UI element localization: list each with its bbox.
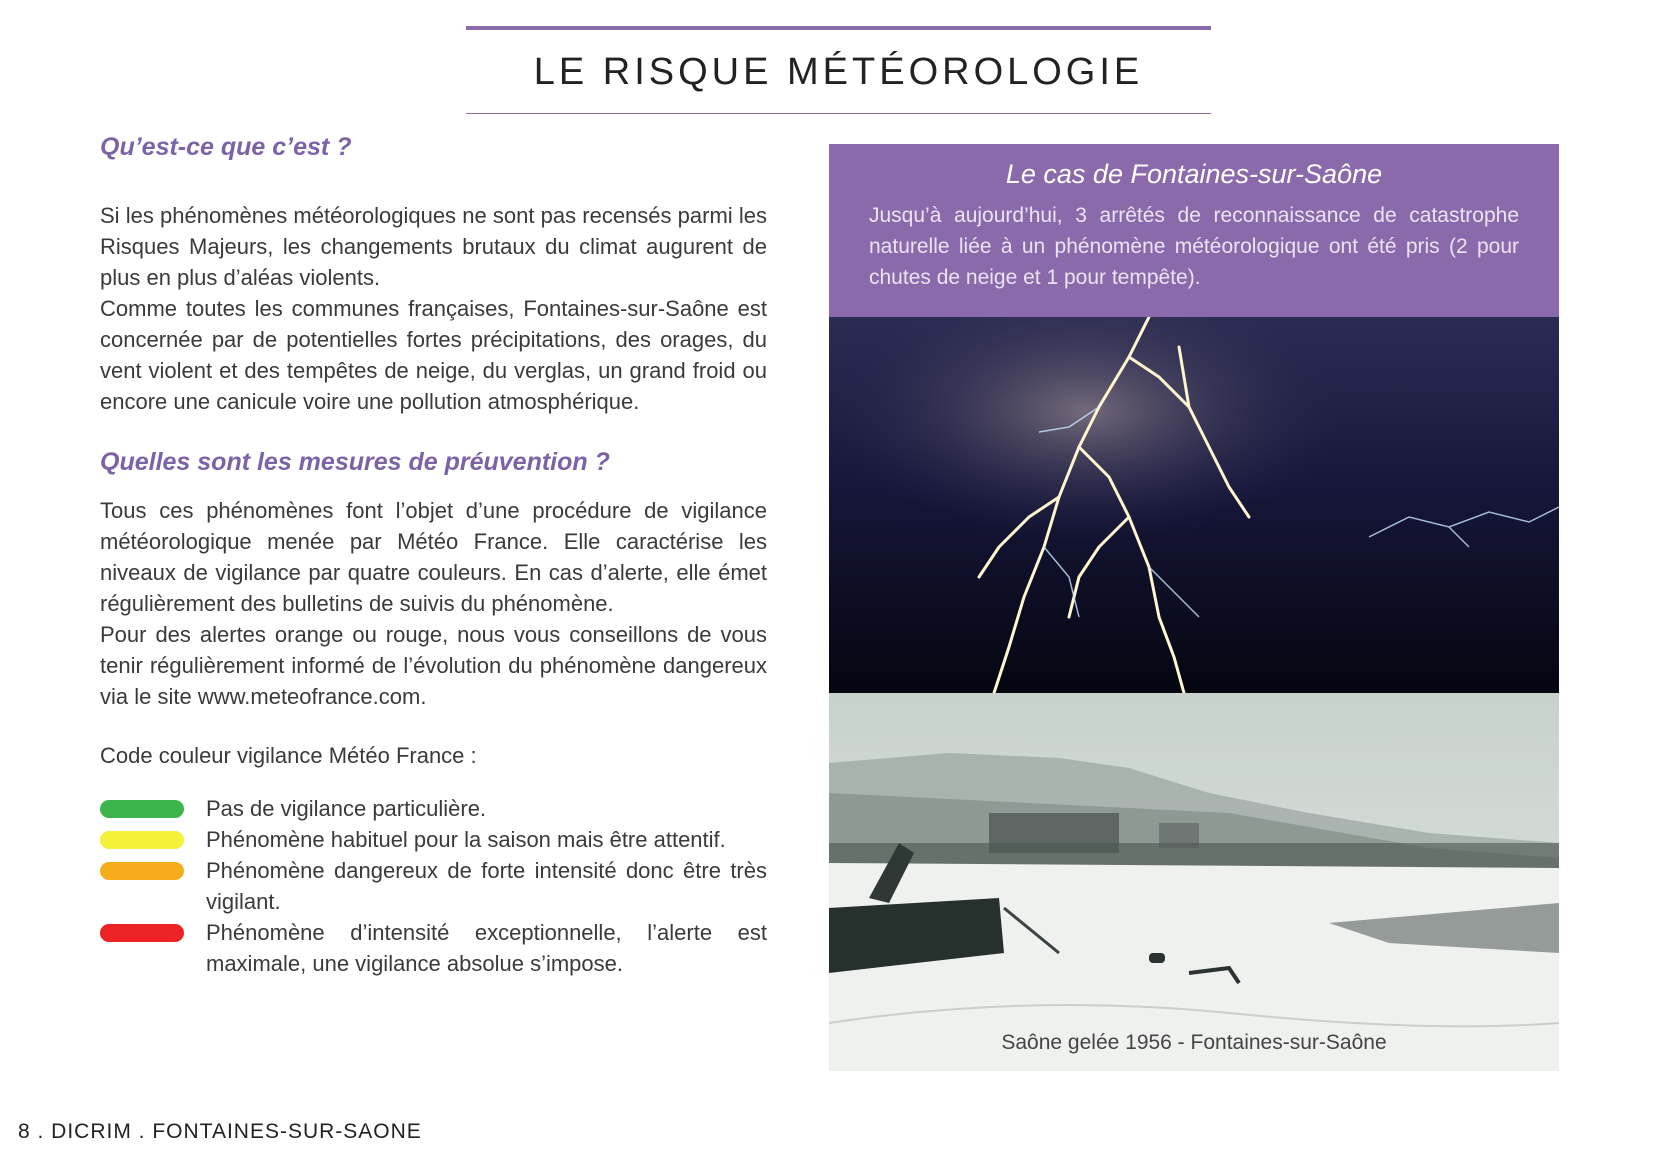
- photo-caption: Saône gelée 1956 - Fontaines-sur-Saône: [1001, 1031, 1387, 1054]
- legend-text: Pas de vigilance particulière.: [206, 796, 487, 821]
- orange-swatch: [100, 862, 184, 880]
- page-title: LE RISQUE MÉTÉOROLOGIE: [533, 51, 1144, 93]
- header-rule-bottom: [466, 113, 1211, 114]
- yellow-swatch: [100, 831, 184, 849]
- frozen-saone-photo: [829, 693, 1559, 1071]
- legend-text: Phénomène dangereux de forte intensité donc être très vigilant.: [206, 858, 767, 914]
- legend-item-green: [100, 793, 767, 824]
- legend-item-red: [100, 917, 767, 979]
- section-heading-prevention: Quelles sont les mesures de préuvention ?: [100, 448, 610, 476]
- case-title: Le cas de Fontaines-sur-Saône: [1005, 159, 1383, 189]
- case-text: Jusqu’à aujourd’hui, 3 arrêtés de reconnaissance de catastrophe naturelle liée à un phénomène météorologique ont été pris (2 pour chutes de neige et 1 pour tempête).: [869, 204, 1519, 289]
- section-heading-what: Qu’est-ce que c’est ?: [100, 133, 352, 161]
- case-box: [829, 144, 1559, 317]
- lightning-photo: [829, 317, 1559, 693]
- paragraph: Tous ces phénomènes font l’objet d’une procédure de vigilance météorologique menée par Météo France. Elle caractérise les niveaux de vigilance par quatre couleurs. En cas d’alerte, elle émet régulièrement des bulletins de suivis du phénomène.: [100, 498, 767, 616]
- paragraph: Si les phénomènes météorologiques ne sont pas recensés parmi les Risques Majeurs, les changements brutaux du climat augurent de plus en plus d’aléas violents.: [100, 203, 767, 290]
- paragraph: Comme toutes les communes françaises, Fontaines-sur-Saône est concernée par de potentielles fortes précipitations, des orages, du vent violent et des tempêtes de neige, du verglas, un grand froid ou encore une canicule voire une pollution atmosphérique.: [100, 296, 767, 414]
- legend-text: Phénomène d’intensité exceptionnelle, l’alerte est maximale, une vigilance absolue s’impose.: [206, 920, 767, 976]
- legend-text: Phénomène habituel pour la saison mais être attentif.: [206, 827, 726, 852]
- legend-item-yellow: [100, 824, 767, 855]
- legend-title: Code couleur vigilance Météo France :: [100, 743, 477, 768]
- red-swatch: [100, 924, 184, 942]
- left-column: [100, 130, 767, 979]
- page-footer: 8 . DICRIM . FONTAINES-SUR-SAONE: [18, 1120, 422, 1143]
- green-swatch: [100, 800, 184, 818]
- header-rule-top: [466, 26, 1211, 30]
- vigilance-legend: [100, 793, 767, 979]
- legend-item-orange: [100, 855, 767, 917]
- paragraph: Pour des alertes orange ou rouge, nous vous conseillons de vous tenir régulièrement informé de l’évolution du phénomène dangereux via le site www.meteofrance.com.: [100, 622, 767, 709]
